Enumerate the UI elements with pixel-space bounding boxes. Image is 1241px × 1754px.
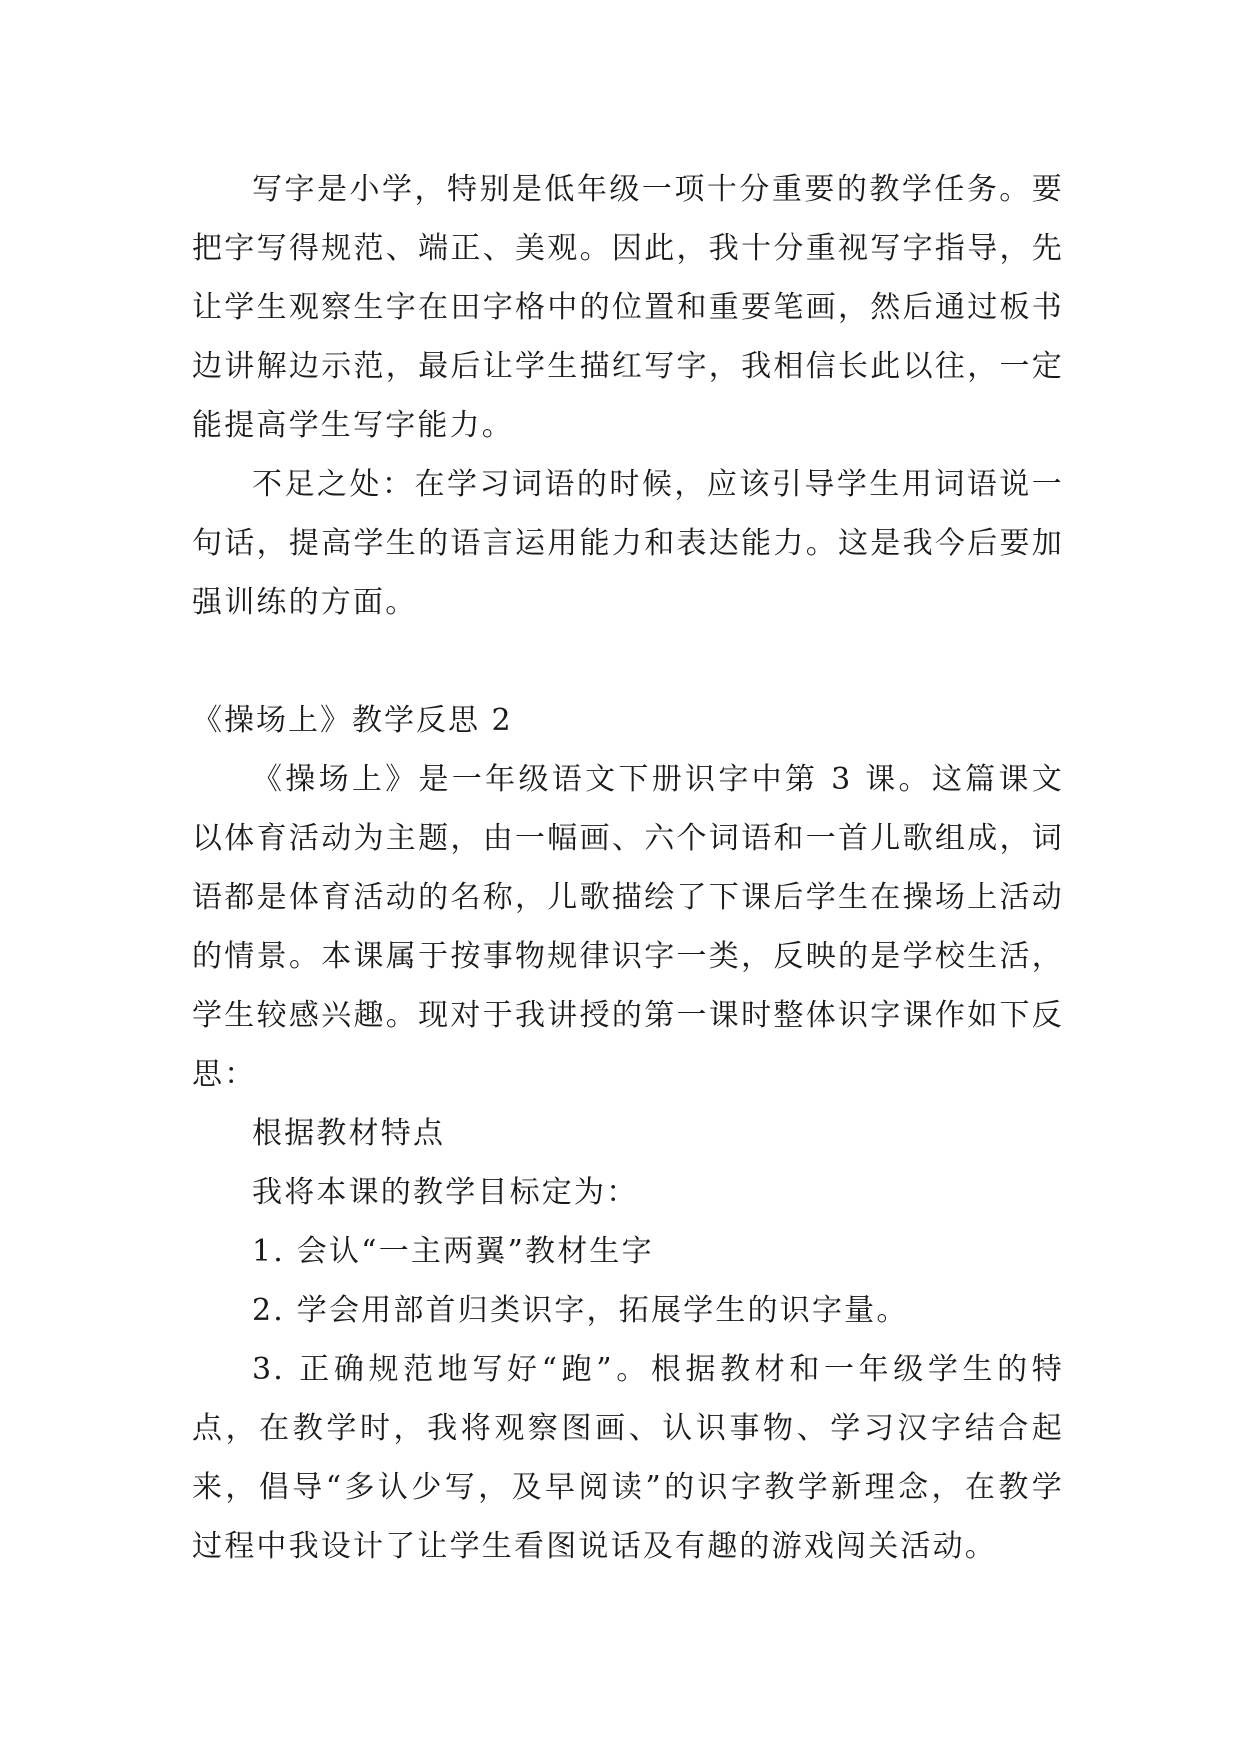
line-teaching-basis: 根据教材特点 [252,1116,446,1151]
paragraph-shortcomings: 不足之处：在学习词语的时候，应该引导学生用词语说一句话，提高学生的语言运用能力和表达能力。这是我今后要加强训练的方面。 [192,467,1064,620]
document-body [192,160,1064,1576]
objective-item-1: 1. 会认“一主两翼”教材生字 [252,1234,654,1269]
objective-item-2: 2. 学会用部首归类识字，拓展学生的识字量。 [252,1293,909,1328]
paragraph-lesson-intro: 《操场上》是一年级语文下册识字中第 3 课。这篇课文以体育活动为主题，由一幅画、六个词语和一首儿歌组成，词语都是体育活动的名称，儿歌描绘了下课后学生在操场上活动的情景。本课属于按事物规律识字一类，反映的是学校生活，学生较感兴趣。现对于我讲授的第一课时整体识字课作如下反思： [192,762,1064,1092]
paragraph-writing-instruction: 写字是小学，特别是低年级一项十分重要的教学任务。要把字写得规范、端正、美观。因此，我十分重视写字指导，先让学生观察生字在田字格中的位置和重要笔画，然后通过板书边讲解边示范，最后让学生描红写字，我相信长此以往，一定能提高学生写字能力。 [192,172,1064,443]
section-title: 《操场上》教学反思 2 [192,703,513,738]
line-objectives-intro: 我将本课的教学目标定为： [252,1175,639,1210]
objective-item-3-paragraph: 3. 正确规范地写好“跑”。根据教材和一年级学生的特点，在教学时，我将观察图画、认识事物、学习汉字结合起来，倡导“多认少写，及早阅读”的识字教学新理念，在教学过程中我设计了让学生看图说话及有趣的游戏闯关活动。 [192,1352,1064,1564]
